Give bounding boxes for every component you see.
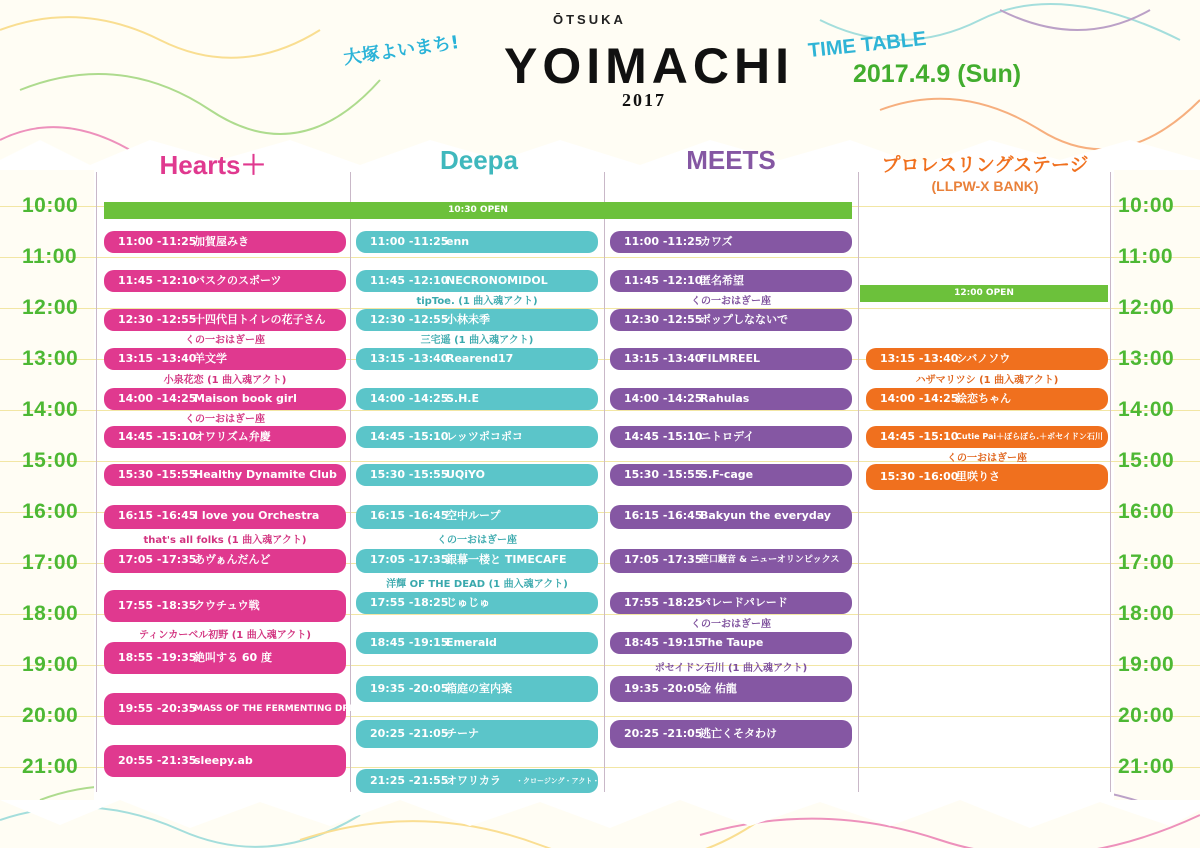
slot-artist: Bakyun the everyday bbox=[700, 509, 831, 522]
slot-time: 17:05 -17:35 bbox=[624, 553, 703, 566]
slot-artist: クウチュウ戦 bbox=[194, 599, 260, 612]
slot-note: 三宅遥 (1 曲入魂アクト) bbox=[420, 335, 534, 346]
slot-meets[interactable] bbox=[610, 632, 852, 654]
time-label: 18:00 bbox=[1118, 602, 1175, 625]
slot-time: 17:55 -18:35 bbox=[118, 599, 197, 612]
slot-artist: 金 佑龍 bbox=[700, 682, 737, 695]
slot-meets[interactable] bbox=[610, 309, 852, 331]
slot-artist: パレードパレード bbox=[700, 596, 788, 609]
slot-time: 18:55 -19:35 bbox=[118, 651, 197, 664]
slot-time: 17:05 -17:35 bbox=[370, 553, 449, 566]
slot-artist: あヴぁんだんど bbox=[194, 553, 271, 566]
time-label: 12:00 bbox=[1118, 296, 1175, 319]
slot-artist: 匿名希望 bbox=[700, 274, 744, 287]
slot-time: 11:00 -11:25 bbox=[118, 235, 197, 248]
slot-time: 13:15 -13:40 bbox=[880, 352, 959, 365]
time-label: 16:00 bbox=[22, 500, 79, 523]
time-label: 14:00 bbox=[22, 398, 79, 421]
slot-artist: Maison book girl bbox=[194, 392, 297, 405]
slot-artist: S.F-cage bbox=[700, 468, 754, 481]
slot-artist: 十四代目トイレの花子さん bbox=[194, 313, 326, 326]
slot-artist: enn bbox=[446, 235, 470, 248]
slot-artist: The Taupe bbox=[700, 636, 764, 649]
slot-time: 14:00 -14:25 bbox=[624, 392, 703, 405]
slot-time: 11:45 -12:10 bbox=[118, 274, 197, 287]
time-label: 13:00 bbox=[22, 347, 79, 370]
slot-hearts[interactable] bbox=[104, 348, 346, 370]
slot-time: 11:45 -12:10 bbox=[370, 274, 449, 287]
slot-artist: カワズ bbox=[700, 235, 733, 248]
slot-time: 14:00 -14:25 bbox=[880, 392, 959, 405]
slot-meets[interactable] bbox=[610, 348, 852, 370]
slot-deepa[interactable] bbox=[356, 505, 598, 529]
slot-deepa[interactable] bbox=[356, 592, 598, 614]
time-label: 15:00 bbox=[1118, 449, 1175, 472]
slot-artist: sleepy.ab bbox=[194, 754, 253, 767]
event-date: 2017.4.9 (Sun) bbox=[853, 60, 1022, 88]
slot-hearts[interactable] bbox=[104, 231, 346, 253]
slot-time: 13:15 -13:40 bbox=[370, 352, 449, 365]
column-divider bbox=[858, 172, 859, 792]
column-divider bbox=[1110, 172, 1111, 792]
slot-time: 21:25 -21:55 bbox=[370, 774, 449, 787]
time-label: 11:00 bbox=[22, 245, 78, 268]
slot-artist: 里咲りさ bbox=[956, 470, 1000, 483]
time-label: 17:00 bbox=[22, 551, 79, 574]
time-label: 11:00 bbox=[1118, 245, 1174, 268]
slot-artist: 空中ループ bbox=[446, 509, 501, 522]
slot-time: 18:45 -19:15 bbox=[624, 636, 703, 649]
slot-artist: 銀幕一楼と TIMECAFE bbox=[446, 553, 567, 566]
time-label: 20:00 bbox=[1118, 704, 1175, 727]
slot-artist: UQiYO bbox=[446, 468, 485, 481]
slot-artist: じゅじゅ bbox=[446, 596, 490, 609]
slot-time: 11:00 -11:25 bbox=[624, 235, 703, 248]
slot-time: 11:45 -12:10 bbox=[624, 274, 703, 287]
slot-hearts[interactable] bbox=[104, 693, 370, 725]
slot-note: that's all folks (1 曲入魂アクト) bbox=[143, 535, 307, 546]
slot-note: ポセイドン石川 (1 曲入魂アクト) bbox=[654, 663, 808, 674]
slot-artist: チーナ bbox=[446, 727, 479, 740]
slot-artist: Healthy Dynamite Club bbox=[194, 468, 337, 481]
slot-artist: 加賀屋みき bbox=[194, 235, 249, 248]
slot-artist: バスクのスポーツ bbox=[194, 274, 282, 287]
slot-hearts[interactable] bbox=[104, 464, 346, 486]
slot-deepa[interactable] bbox=[356, 388, 598, 410]
slot-extra-note: ・クロージング・アクト・ bbox=[516, 777, 600, 785]
slot-artist: オワリカラ bbox=[446, 774, 501, 787]
slot-artist: 絵恋ちゃん bbox=[956, 392, 1011, 405]
slot-time: 20:25 -21:05 bbox=[624, 727, 703, 740]
slot-meets[interactable] bbox=[610, 426, 852, 448]
slot-wrestling[interactable] bbox=[866, 348, 1108, 370]
slot-deepa[interactable] bbox=[356, 769, 598, 793]
slot-artist: S.H.E bbox=[446, 392, 479, 405]
column-divider bbox=[604, 172, 605, 792]
slot-time: 15:30 -15:55 bbox=[118, 468, 197, 481]
hour-line bbox=[0, 257, 1200, 258]
stage-header-wrestling: プロレスリングステージ bbox=[881, 155, 1089, 176]
slot-time: 18:45 -19:15 bbox=[370, 636, 449, 649]
slot-time: 14:45 -15:10 bbox=[118, 430, 197, 443]
time-label: 10:00 bbox=[22, 194, 79, 217]
slot-artist: 箱庭の室内楽 bbox=[446, 682, 512, 695]
timetable-label: TIME TABLE bbox=[807, 27, 928, 63]
slot-meets[interactable] bbox=[610, 505, 852, 529]
slot-time: 13:15 -13:40 bbox=[624, 352, 703, 365]
logo-subtitle: ŌTSUKA bbox=[553, 12, 626, 27]
slot-deepa[interactable] bbox=[356, 549, 598, 573]
slot-time: 17:05 -17:35 bbox=[118, 553, 197, 566]
slot-note: くの一おはぎー座 bbox=[691, 619, 771, 630]
slot-time: 17:55 -18:25 bbox=[624, 596, 703, 609]
slot-note: ティンカーベル初野 (1 曲入魂アクト) bbox=[139, 630, 311, 641]
slot-note: くの一おはぎー座 bbox=[437, 535, 517, 546]
slot-artist: 絶叫する 60 度 bbox=[194, 651, 272, 664]
stage-header-hearts: Hearts＋ bbox=[159, 150, 267, 180]
slot-artist: Rearend17 bbox=[446, 352, 514, 365]
stage-header-deepa: Deepa bbox=[439, 145, 519, 175]
slot-artist: I love you Orchestra bbox=[194, 509, 320, 522]
time-label: 17:00 bbox=[1118, 551, 1175, 574]
slot-time: 16:15 -16:45 bbox=[118, 509, 197, 522]
logo-title: YOIMACHI bbox=[504, 38, 794, 94]
slot-time: 15:30 -16:00 bbox=[880, 470, 959, 483]
slot-time: 16:15 -16:45 bbox=[624, 509, 703, 522]
time-label: 18:00 bbox=[22, 602, 79, 625]
tagline: 大塚よいまち! bbox=[342, 32, 461, 69]
slot-note: ハザマリツシ (1 曲入魂アクト) bbox=[915, 375, 1059, 386]
slot-hearts[interactable] bbox=[104, 590, 346, 622]
slot-meets[interactable] bbox=[610, 464, 852, 486]
open-bar-main: 10:30 OPEN bbox=[104, 202, 852, 219]
slot-note: 小泉花恋 (1 曲入魂アクト) bbox=[163, 375, 287, 386]
slot-hearts[interactable] bbox=[104, 426, 346, 448]
slot-hearts[interactable] bbox=[104, 388, 346, 410]
slot-wrestling[interactable] bbox=[866, 426, 1108, 448]
slot-wrestling[interactable] bbox=[866, 388, 1108, 410]
slot-meets[interactable] bbox=[610, 720, 852, 748]
slot-hearts[interactable] bbox=[104, 745, 346, 777]
slot-meets[interactable] bbox=[610, 388, 852, 410]
slot-time: 17:55 -18:25 bbox=[370, 596, 449, 609]
slot-time: 12:30 -12:55 bbox=[624, 313, 703, 326]
slot-hearts[interactable] bbox=[104, 505, 346, 529]
stage-subheader-wrestling: (LLPW-X BANK) bbox=[931, 178, 1039, 194]
time-label: 16:00 bbox=[1118, 500, 1175, 523]
slot-meets[interactable] bbox=[610, 231, 852, 253]
slot-deepa[interactable] bbox=[356, 231, 598, 253]
time-label: 10:00 bbox=[1118, 194, 1175, 217]
slot-meets[interactable] bbox=[610, 592, 852, 614]
slot-time: 14:45 -15:10 bbox=[624, 430, 703, 443]
slot-note: tipToe. (1 曲入魂アクト) bbox=[416, 296, 538, 307]
column-divider bbox=[96, 172, 97, 792]
time-label: 19:00 bbox=[1118, 653, 1175, 676]
slot-time: 12:30 -12:55 bbox=[370, 313, 449, 326]
slot-note: 洋輝 OF THE DEAD (1 曲入魂アクト) bbox=[386, 579, 568, 590]
stage-header-meets: MEETS bbox=[686, 145, 776, 175]
slot-time: 11:00 -11:25 bbox=[370, 235, 449, 248]
slot-artist: ニトロデイ bbox=[700, 430, 755, 443]
slot-artist: Emerald bbox=[446, 636, 497, 649]
slot-time: 13:15 -13:40 bbox=[118, 352, 197, 365]
slot-hearts[interactable] bbox=[104, 270, 346, 292]
slot-artist: Rahulas bbox=[700, 392, 750, 405]
slot-deepa[interactable] bbox=[356, 270, 598, 292]
slot-time: 16:15 -16:45 bbox=[370, 509, 449, 522]
slot-deepa[interactable] bbox=[356, 426, 598, 448]
open-bar-wrestling: 12:00 OPEN bbox=[860, 285, 1108, 302]
slot-time: 19:35 -20:05 bbox=[624, 682, 703, 695]
slot-time: 12:30 -12:55 bbox=[118, 313, 197, 326]
slot-wrestling[interactable] bbox=[866, 464, 1108, 490]
time-label: 15:00 bbox=[22, 449, 79, 472]
time-label: 13:00 bbox=[1118, 347, 1175, 370]
slot-hearts[interactable] bbox=[104, 309, 346, 331]
slot-deepa[interactable] bbox=[356, 632, 598, 654]
slot-meets[interactable] bbox=[610, 270, 852, 292]
slot-artist: ポップしなないで bbox=[700, 313, 788, 326]
slot-time: 19:55 -20:35 bbox=[118, 702, 197, 715]
time-label: 12:00 bbox=[22, 296, 79, 319]
slot-deepa[interactable] bbox=[356, 348, 598, 370]
slot-artist: レッツポコポコ bbox=[446, 430, 523, 443]
slot-deepa[interactable] bbox=[356, 309, 598, 331]
slot-note: くの一おはぎー座 bbox=[947, 453, 1027, 464]
slot-time: 20:25 -21:05 bbox=[370, 727, 449, 740]
slot-time: 20:55 -21:35 bbox=[118, 754, 197, 767]
slot-time: 19:35 -20:05 bbox=[370, 682, 449, 695]
slot-hearts[interactable] bbox=[104, 642, 346, 674]
slot-artist: 逃亡くそタわけ bbox=[700, 727, 777, 740]
slot-note: くの一おはぎー座 bbox=[185, 335, 265, 346]
slot-note: くの一おはぎー座 bbox=[185, 414, 265, 425]
slot-deepa[interactable] bbox=[356, 720, 598, 748]
time-label: 20:00 bbox=[22, 704, 79, 727]
slot-artist: Cutie Pai＋ぽらぽら.＋ポセイドン石川 bbox=[956, 432, 1103, 441]
time-label: 19:00 bbox=[22, 653, 79, 676]
slot-meets[interactable] bbox=[610, 676, 852, 702]
slot-time: 15:30 -15:55 bbox=[624, 468, 703, 481]
slot-artist: 羊文学 bbox=[194, 352, 227, 365]
slot-deepa[interactable] bbox=[356, 464, 598, 486]
slot-time: 14:00 -14:25 bbox=[370, 392, 449, 405]
slot-artist: FILMREEL bbox=[700, 352, 761, 365]
slot-artist: 笹口騒音 & ニューオリンピックス bbox=[700, 555, 840, 565]
time-label: 14:00 bbox=[1118, 398, 1175, 421]
slot-artist: オワリズム弁慶 bbox=[194, 430, 271, 443]
slot-hearts[interactable] bbox=[104, 549, 346, 573]
slot-deepa[interactable] bbox=[356, 676, 598, 702]
slot-artist: シバノソウ bbox=[956, 352, 1011, 365]
time-label: 21:00 bbox=[1118, 755, 1175, 778]
logo-year: 2017 bbox=[622, 90, 666, 110]
slot-time: 14:45 -15:10 bbox=[370, 430, 449, 443]
slot-meets[interactable] bbox=[610, 549, 852, 573]
slot-time: 14:45 -15:10 bbox=[880, 430, 959, 443]
slot-time: 15:30 -15:55 bbox=[370, 468, 449, 481]
slot-note: くの一おはぎー座 bbox=[691, 296, 771, 307]
slot-artist: MASS OF THE FERMENTING DREGS bbox=[194, 704, 370, 714]
slot-time: 14:00 -14:25 bbox=[118, 392, 197, 405]
time-label: 21:00 bbox=[22, 755, 79, 778]
slot-artist: NECRONOMIDOL bbox=[446, 274, 548, 287]
slot-artist: 小林未季 bbox=[446, 313, 490, 326]
